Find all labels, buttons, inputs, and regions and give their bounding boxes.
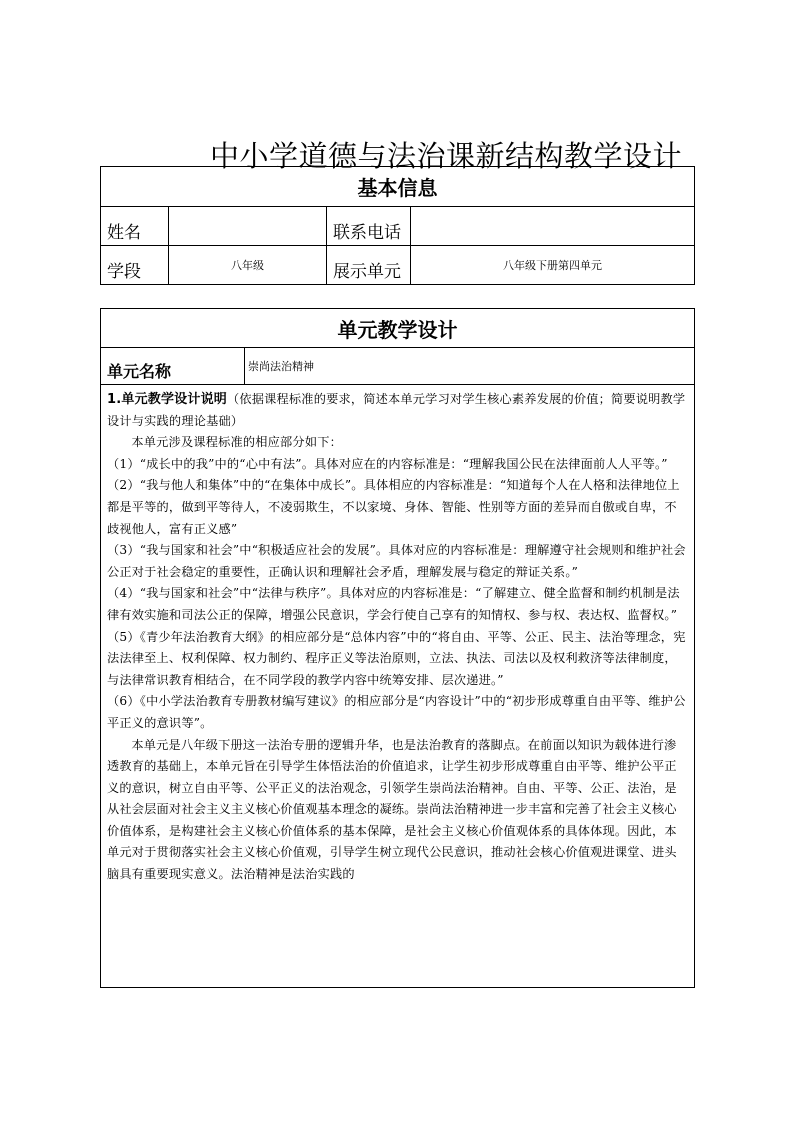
paragraph: （6）《中小学法治教育专册教材编写建议》的相应部分是“内容设计”中的“初步形成尊重自由平等、维护公平正义的意识等”。 bbox=[107, 694, 686, 730]
paragraph: （4）“我与国家和社会”中“法律与秩序”。具体对应的内容标准是：“了解建立、健全监督和制约机制是法律有效实施和司法公正的保障，增强公民意识，学会行使自己享有的知情权、参与权、表达权、监督权。” bbox=[107, 586, 680, 622]
unit-label: 展示单元 bbox=[327, 246, 411, 285]
name-label: 姓名 bbox=[101, 207, 169, 246]
phone-field[interactable] bbox=[411, 207, 695, 246]
paragraph: （3）“我与国家和社会”中“积极适应社会的发展”。具体对应的内容标准是：理解遵守社会规则和维护社会公正对于社会稳定的重要性，正确认识和理解社会矛盾，理解发展与稳定的辩证关系。” bbox=[107, 543, 686, 579]
basic-info-table bbox=[100, 166, 695, 285]
grade-label: 学段 bbox=[101, 246, 169, 285]
section1-note: （依据课程标准的要求，简述本单元学习对学生核心素养发展的价值；简要说明教学设计与实践的理论基础） bbox=[107, 392, 686, 428]
unit-value: 八年级下册第四单元 bbox=[411, 246, 695, 285]
phone-label: 联系电话 bbox=[327, 207, 411, 246]
section1-title: 1.单元教学设计说明 bbox=[107, 392, 227, 407]
unit-name-label: 单元名称 bbox=[101, 348, 245, 385]
paragraph: （2）“我与他人和集体”中的“在集体中成长”。具体相应的内容标准是：“知道每个人在人格和法律地位上都是平等的，做到平等待人，不凌弱欺生，不以家境、身体、智能、性别等方面的差异而自傲或自卑，不歧视他人，富有正义感” bbox=[107, 478, 680, 536]
paragraph: （5）《青少年法治教育大纲》的相应部分是“总体内容”中的“将自由、平等、公正、民主、法治等理念，宪法法律至上、权利保障、权力制约、程序正义等法治原则，立法、执法、司法以及权利救济等法律制度，与法律常识教育相结合，在不同学段的教学内容中统筹安排、层次递进。” bbox=[107, 629, 686, 687]
paragraph: （1）“成长中的我”中的“心中有法”。具体对应在的内容标准是：“理解我国公民在法律面前人人平等。” bbox=[107, 456, 668, 471]
page-title: 中小学道德与法治课新结构教学设计 bbox=[210, 139, 683, 173]
unit-design-body bbox=[101, 385, 695, 988]
unit-name-value: 崇尚法治精神 bbox=[245, 348, 695, 385]
paragraph: 本单元是八年级下册这一法治专册的逻辑升华，也是法治教育的落脚点。在前面以知识为载体进行渗透教育的基础上，本单元旨在引导学生体悟法治的价值追求，让学生初步形成尊重自由平等、维护公平正义的意识，树立自由平等、公平正义的法治观念，引领学生崇尚法治精神。自由、平等、公正、法治，是从社会层面对社会主义主义核心价值观基本理念的凝练。崇尚法治精神进一步丰富和完善了社会主义核心价值体系，是构建社会主义核心价值体系的基本保障，是社会主义核心价值观体系的具体体现。因此，本单元对于贯彻落实社会主义核心价值观，引导学生树立现代公民意识，推动社会核心价值观进课堂、进头脑具有重要现实意义。法治精神是法治实践的 bbox=[107, 737, 677, 882]
section-heading bbox=[107, 389, 686, 432]
unit-design-header: 单元教学设计 bbox=[101, 309, 695, 348]
grade-value: 八年级 bbox=[169, 246, 327, 285]
paragraph: 本单元涉及课程标准的相应部分如下： bbox=[131, 435, 342, 450]
basic-info-header: 基本信息 bbox=[101, 167, 695, 207]
unit-design-table bbox=[100, 308, 695, 988]
name-field[interactable] bbox=[169, 207, 327, 246]
